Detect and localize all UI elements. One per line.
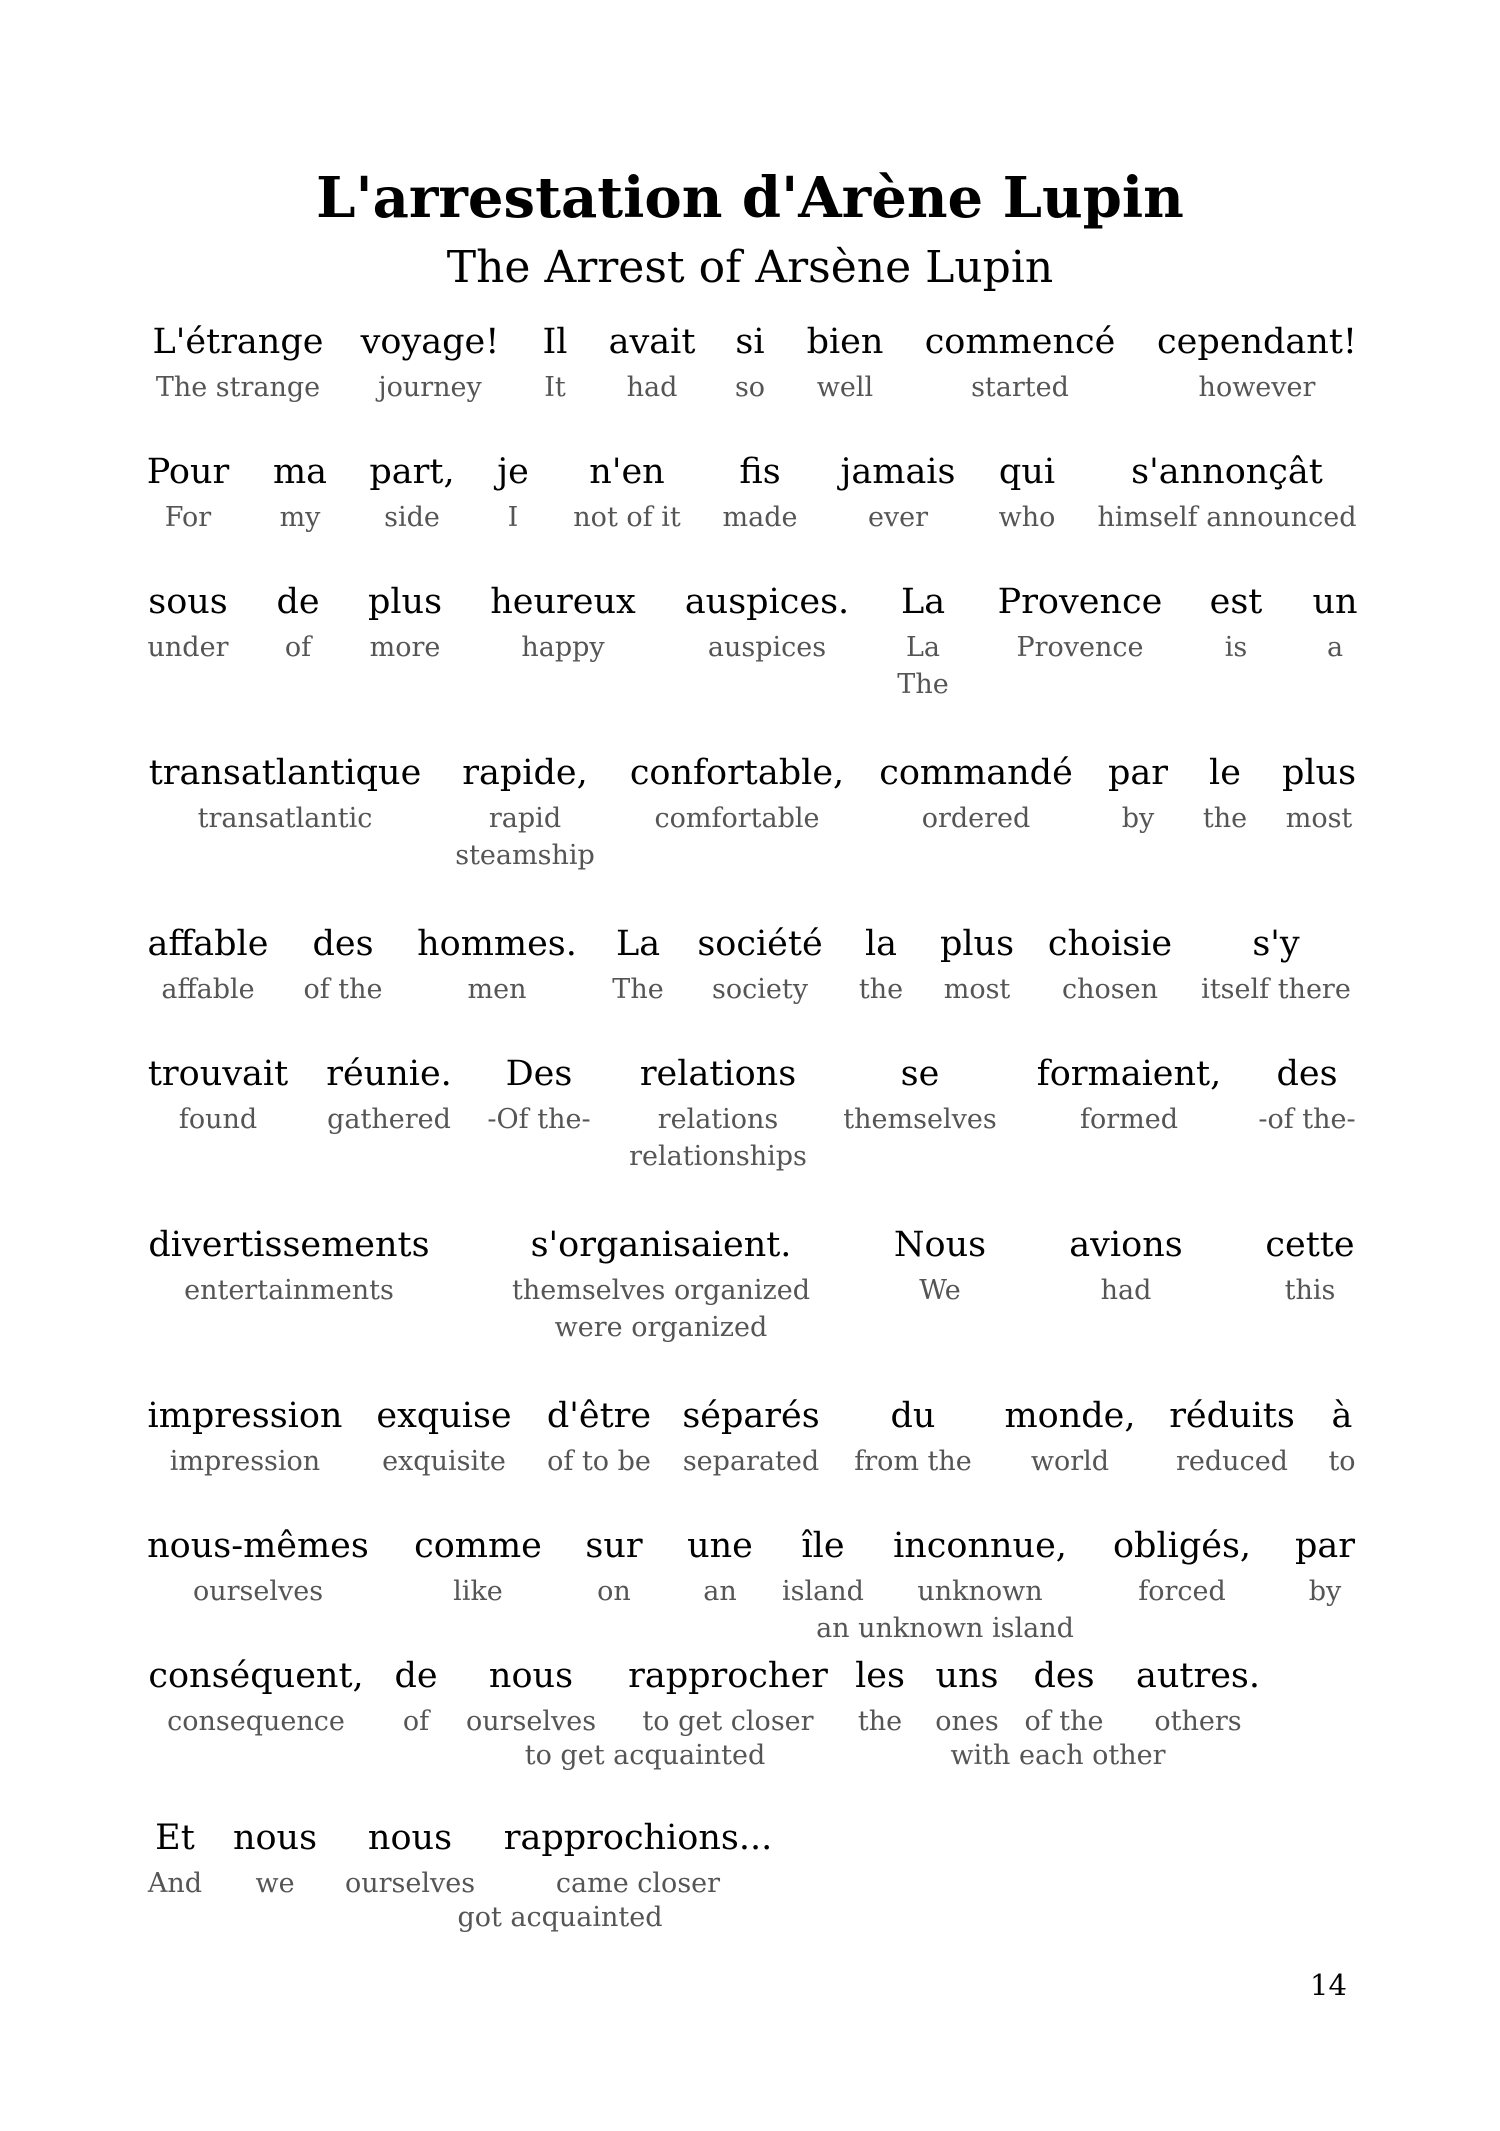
french-word: Pour (146, 452, 230, 492)
french-word: relations (639, 1054, 797, 1094)
english-translation: of the (1024, 1706, 1104, 1737)
word-pair (276, 578, 319, 666)
word-pair (376, 1392, 511, 1480)
french-word: de (276, 582, 320, 622)
french-word: nous (367, 1818, 453, 1858)
french-word: plus (367, 582, 443, 622)
english-translation: We (919, 1275, 961, 1306)
word-pair (723, 448, 798, 536)
word-pair (573, 448, 680, 536)
word-pair (630, 749, 844, 837)
french-word: nous (488, 1656, 574, 1696)
english-translation: a (1326, 632, 1344, 663)
word-pair (1098, 448, 1357, 536)
word-pair (504, 1814, 773, 1902)
english-translation: La (905, 632, 941, 663)
english-translation: made (722, 502, 798, 533)
word-pair (497, 448, 529, 536)
word-pair (628, 1652, 828, 1740)
french-word: je (497, 452, 529, 492)
english-translation: himself announced (1097, 502, 1357, 533)
french-word: avait (608, 322, 696, 362)
french-word: des (1276, 1054, 1338, 1094)
english-translation: transatlantic (197, 803, 373, 834)
french-word: par (1107, 753, 1169, 793)
english-translation: And (147, 1868, 203, 1899)
english-translation: The (612, 974, 664, 1005)
english-translation: started (971, 372, 1069, 403)
english-translation: society (712, 974, 808, 1005)
word-pair (1037, 1050, 1221, 1138)
french-word: auspices. (684, 582, 850, 622)
word-pair (1201, 920, 1351, 1008)
english-translation: ourselves (344, 1868, 476, 1899)
english-translation: to get closer (642, 1706, 814, 1737)
word-pair (1265, 1221, 1354, 1309)
word-pair (940, 920, 1014, 1008)
french-word: choisie (1047, 924, 1173, 964)
word-pair (1048, 920, 1172, 1008)
english-translation: from the (854, 1446, 972, 1477)
french-word: voyage! (360, 322, 500, 362)
english-translation: most (943, 974, 1011, 1005)
french-word: bien (806, 322, 884, 362)
word-pair (147, 448, 229, 536)
page-number: 14 (1310, 1968, 1347, 2002)
word-pair (417, 920, 577, 1008)
english-translation: by (1121, 803, 1155, 834)
french-word: une (687, 1526, 753, 1566)
word-pair (345, 1814, 475, 1902)
word-pair (1113, 1522, 1251, 1610)
english-translation: happy (521, 632, 605, 663)
french-word: du (890, 1396, 936, 1436)
french-word: société (697, 924, 823, 964)
english-translation: men (467, 974, 527, 1005)
english-translation: so (734, 372, 766, 403)
french-word: s'y (1252, 924, 1300, 964)
word-pair (148, 1652, 363, 1740)
english-translation: on (597, 1576, 631, 1607)
word-pair (487, 1050, 590, 1138)
word-pair (148, 1392, 343, 1480)
word-pair (854, 1392, 972, 1480)
french-word: confortable, (629, 753, 845, 793)
french-word: Et (155, 1818, 195, 1858)
page-subtitle: The Arrest of Arsène Lupin (446, 242, 1054, 293)
english-translation: auspices (707, 632, 827, 663)
french-word: un (1312, 582, 1358, 622)
french-word: part, (369, 452, 455, 492)
english-translation: affable (161, 974, 255, 1005)
french-word: s'annonçât (1131, 452, 1323, 492)
english-translation: this (1284, 1275, 1336, 1306)
english-translation: The strange (155, 372, 321, 403)
word-pair (855, 1652, 905, 1740)
french-word: fis (739, 452, 781, 492)
french-word: exquise (376, 1396, 512, 1436)
word-pair (148, 920, 269, 1008)
english-translation: of (284, 632, 312, 663)
english-translation: the (858, 974, 904, 1005)
english-translation: ever (867, 502, 929, 533)
english-translation: however (1198, 372, 1316, 403)
phrase-translation: got acquainted (457, 1902, 663, 1933)
word-pair (585, 1522, 642, 1610)
word-pair (894, 1221, 986, 1309)
english-translation: by (1308, 1576, 1342, 1607)
english-translation: had (1100, 1275, 1152, 1306)
english-translation: entertainments (184, 1275, 394, 1306)
english-translation: had (626, 372, 678, 403)
french-word: réduits (1169, 1396, 1295, 1436)
french-word: formaient, (1036, 1054, 1222, 1094)
english-translation: I (507, 502, 519, 533)
english-translation: unknown (917, 1576, 1043, 1607)
french-word: La (900, 582, 946, 622)
french-word: s'organisaient. (530, 1225, 792, 1265)
french-word: Provence (997, 582, 1163, 622)
french-word: à (1331, 1396, 1353, 1436)
word-pair (609, 318, 696, 406)
french-word: est (1209, 582, 1263, 622)
english-translation: the (857, 1706, 903, 1737)
english-translation: rapid (488, 803, 562, 834)
word-pair (1024, 1652, 1103, 1740)
french-word: rapprochions... (503, 1818, 773, 1858)
english-translation: like (453, 1576, 503, 1607)
word-pair (1004, 1392, 1135, 1480)
english-translation: themselves (843, 1104, 997, 1135)
word-pair (1328, 1392, 1355, 1480)
french-word: de (394, 1656, 438, 1696)
word-pair (153, 318, 324, 406)
word-pair (303, 920, 382, 1008)
english-translation: Provence (1016, 632, 1144, 663)
english-translation: to (1328, 1446, 1356, 1477)
french-word: uns (935, 1656, 999, 1696)
french-word: Nous (893, 1225, 987, 1265)
french-word: séparés (682, 1396, 820, 1436)
english-translation: of to be (547, 1446, 651, 1477)
french-word: le (1209, 753, 1241, 793)
word-pair (1312, 578, 1357, 666)
english-translation: gathered (327, 1104, 451, 1135)
word-pair (147, 1522, 369, 1610)
french-word: des (1033, 1656, 1095, 1696)
word-pair (148, 1221, 429, 1309)
word-pair (1169, 1392, 1295, 1480)
word-pair (1210, 578, 1263, 666)
english-translation: impression (169, 1446, 321, 1477)
english-translation: found (178, 1104, 258, 1135)
french-word: inconnue, (893, 1526, 1067, 1566)
french-word: île (801, 1526, 845, 1566)
phrase-translation: with each other (950, 1740, 1166, 1771)
french-word: se (900, 1054, 940, 1094)
english-translation: relations (657, 1104, 779, 1135)
french-word: impression (147, 1396, 343, 1436)
english-translation: island (782, 1576, 864, 1607)
french-word: sous (148, 582, 228, 622)
word-pair (1258, 1050, 1355, 1138)
french-word: cette (1265, 1225, 1355, 1265)
french-word: les (855, 1656, 905, 1696)
english-translation: formed (1079, 1104, 1179, 1135)
french-word: ma (272, 452, 328, 492)
word-pair (148, 1050, 288, 1138)
word-pair (361, 318, 500, 406)
word-pair (547, 1392, 651, 1480)
word-pair (629, 1050, 807, 1175)
english-translation: comfortable (654, 803, 820, 834)
word-pair (490, 578, 636, 666)
english-translation: the (1202, 803, 1248, 834)
word-pair (1203, 749, 1247, 837)
word-pair (149, 749, 422, 837)
french-word: Des (505, 1054, 573, 1094)
word-pair (233, 1814, 317, 1902)
word-pair (1282, 749, 1356, 837)
english-translation: journey (378, 372, 482, 403)
word-pair (843, 1050, 996, 1138)
french-word: d'être (546, 1396, 652, 1436)
english-translation: others (1154, 1706, 1242, 1737)
english-translation: an (703, 1576, 737, 1607)
word-pair (999, 448, 1056, 536)
english-translation: side (384, 502, 440, 533)
word-pair (368, 578, 442, 666)
french-word: plus (1281, 753, 1357, 793)
english-translation: ourselves (465, 1706, 597, 1737)
french-word: autres. (1135, 1656, 1261, 1696)
word-pair (682, 1392, 819, 1480)
word-pair (148, 1814, 202, 1902)
word-pair (273, 448, 327, 536)
word-pair (1136, 1652, 1260, 1740)
english-translation: under (147, 632, 229, 663)
french-word: Il (542, 322, 568, 362)
word-pair (841, 448, 956, 536)
english-translation: well (816, 372, 874, 403)
english-translation: exquisite (382, 1446, 506, 1477)
english-translation: world (1030, 1446, 1110, 1477)
french-word: cependant! (1157, 322, 1357, 362)
page-title: L'arrestation d'Arène Lupin (316, 165, 1184, 231)
word-pair (697, 920, 822, 1008)
english-translation: more (369, 632, 441, 663)
english-translation: ourselves (192, 1576, 324, 1607)
french-word: affable (147, 924, 269, 964)
french-word: n'en (589, 452, 665, 492)
french-word: monde, (1004, 1396, 1136, 1436)
word-pair (998, 578, 1163, 666)
alternate-translation: The (897, 669, 949, 700)
french-word: hommes. (417, 924, 577, 964)
english-translation: is (1224, 632, 1248, 663)
word-pair (735, 318, 765, 406)
english-translation: themselves organized (511, 1275, 811, 1306)
english-translation: most (1285, 803, 1353, 834)
word-pair (687, 1522, 753, 1610)
word-pair (612, 920, 663, 1008)
french-word: commandé (879, 753, 1073, 793)
word-pair (148, 578, 229, 666)
french-word: transatlantique (148, 753, 422, 793)
alternate-translation: relationships (629, 1141, 807, 1172)
word-pair (925, 318, 1116, 406)
french-word: comme (414, 1526, 542, 1566)
french-word: si (735, 322, 765, 362)
word-pair (512, 1221, 810, 1346)
word-pair (326, 1050, 452, 1138)
phrase-translation: an unknown island (816, 1613, 1074, 1644)
english-translation: not of it (573, 502, 681, 533)
english-translation: we (255, 1868, 295, 1899)
word-pair (394, 1652, 437, 1740)
french-word: obligés, (1112, 1526, 1252, 1566)
english-translation: separated (682, 1446, 820, 1477)
english-translation: of the (303, 974, 383, 1005)
english-translation: -Of the- (487, 1104, 591, 1135)
french-word: avions (1069, 1225, 1183, 1265)
french-word: la (864, 924, 898, 964)
word-pair (1295, 1522, 1355, 1610)
word-pair (414, 1522, 542, 1610)
french-word: heureux (490, 582, 636, 622)
english-translation: consequence (167, 1706, 345, 1737)
word-pair (1157, 318, 1357, 406)
english-translation: reduced (1176, 1446, 1288, 1477)
french-word: rapide, (462, 753, 588, 793)
word-pair (1069, 1221, 1182, 1309)
french-word: nous-mêmes (147, 1526, 369, 1566)
french-word: réunie. (326, 1054, 452, 1094)
phrase-translation: to get acquainted (524, 1740, 766, 1771)
word-pair (685, 578, 849, 666)
word-pair (807, 318, 884, 406)
word-pair (1108, 749, 1168, 837)
french-word: commencé (924, 322, 1116, 362)
word-pair (782, 1522, 864, 1610)
english-translation: of (402, 1706, 430, 1737)
french-word: des (312, 924, 374, 964)
word-pair (897, 578, 948, 703)
french-word: nous (232, 1818, 318, 1858)
french-word: trouvait (147, 1054, 289, 1094)
word-pair (893, 1522, 1067, 1610)
french-word: sur (585, 1526, 643, 1566)
word-pair (935, 1652, 998, 1740)
english-translation: forced (1138, 1576, 1226, 1607)
english-translation: my (279, 502, 321, 533)
english-translation: chosen (1062, 974, 1158, 1005)
english-translation: For (164, 502, 212, 533)
english-translation: -of the- (1258, 1104, 1356, 1135)
word-pair (455, 749, 595, 874)
english-translation: ordered (921, 803, 1031, 834)
alternate-translation: were organized (554, 1312, 768, 1343)
alternate-translation: steamship (455, 840, 595, 871)
french-word: L'étrange (152, 322, 324, 362)
word-pair (542, 318, 567, 406)
french-word: conséquent, (148, 1656, 364, 1696)
french-word: rapprocher (628, 1656, 828, 1696)
english-translation: It (544, 372, 566, 403)
word-pair (859, 920, 903, 1008)
word-pair (369, 448, 454, 536)
french-word: La (615, 924, 661, 964)
english-translation: ones (935, 1706, 999, 1737)
french-word: par (1294, 1526, 1356, 1566)
french-word: divertissements (148, 1225, 430, 1265)
word-pair (879, 749, 1073, 837)
french-word: plus (939, 924, 1015, 964)
word-pair (466, 1652, 596, 1740)
english-translation: who (998, 502, 1056, 533)
english-translation: itself there (1201, 974, 1351, 1005)
french-word: jamais (840, 452, 956, 492)
english-translation: came closer (555, 1868, 721, 1899)
french-word: qui (998, 452, 1056, 492)
